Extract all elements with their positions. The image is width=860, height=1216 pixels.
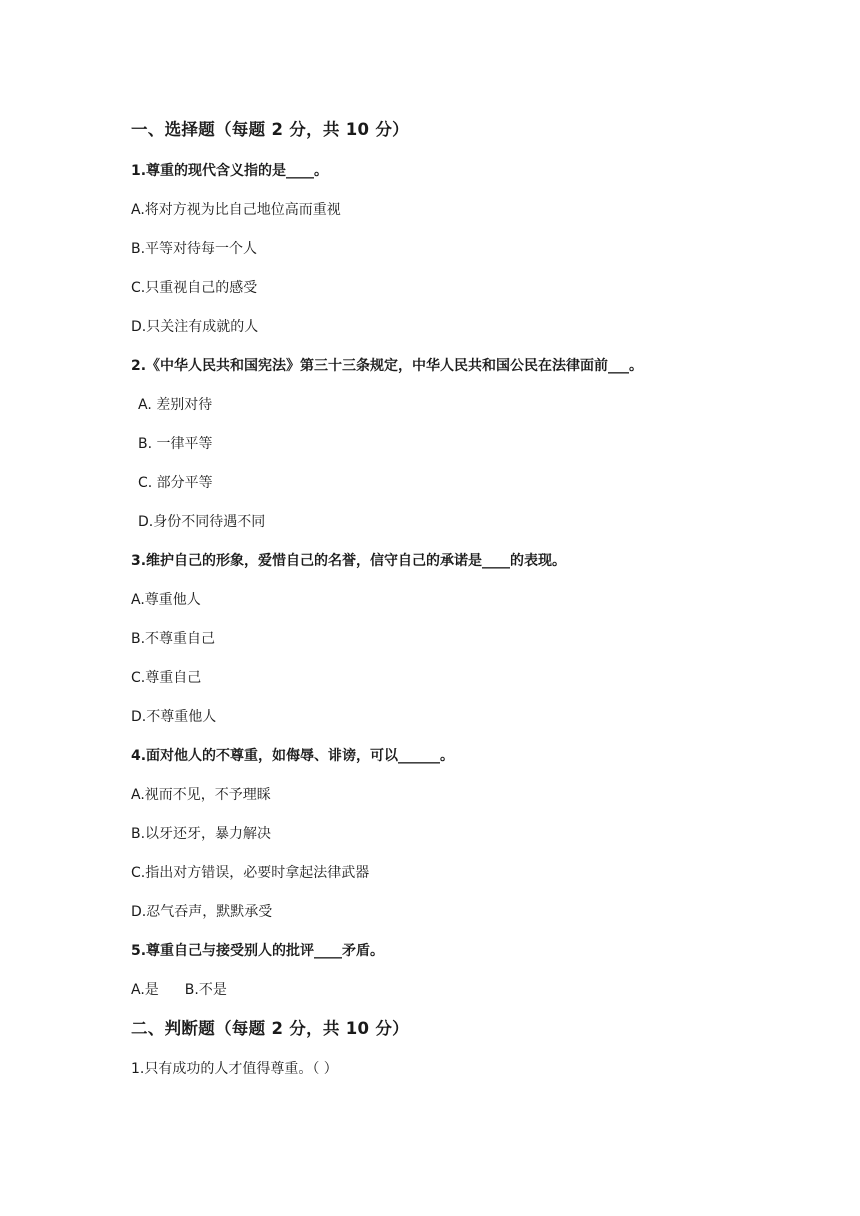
question-4-option-c: C.指出对方错误，必要时拿起法律武器 [131,865,370,881]
question-1-option-a: A.将对方视为比自己地位高而重视 [131,202,341,218]
question-3-option-b: B.不尊重自己 [131,631,216,647]
question-2-option-a: A. 差别对待 [138,397,213,413]
question-1-option-d: D.只关注有成就的人 [131,319,259,335]
section-title-multiple-choice: 一、选择题（每题 2 分，共 10 分） [131,120,409,139]
question-1-stem: 1.尊重的现代含义指的是____。 [131,163,329,179]
section-title-true-false: 二、判断题（每题 2 分，共 10 分） [131,1019,409,1038]
question-5-options [131,983,227,997]
question-1-option-c: C.只重视自己的感受 [131,280,258,296]
question-3-stem: 3.维护自己的形象，爱惜自己的名誉，信守自己的承诺是____的表现。 [131,553,567,569]
question-5-option-b: B.不是 [184,982,227,998]
question-5-option-a: A.是 [131,982,159,998]
question-4-option-b: B.以牙还牙，暴力解决 [131,826,272,842]
question-4-option-a: A.视而不见，不予理睬 [131,787,271,803]
question-3-option-a: A.尊重他人 [131,592,201,608]
question-2-stem: 2.《中华人民共和国宪法》第三十三条规定，中华人民共和国公民在法律面前___。 [131,358,644,374]
question-3-option-d: D.不尊重他人 [131,709,217,725]
question-4-option-d: D.忍气吞声，默默承受 [131,904,273,920]
question-4-stem: 4.面对他人的不尊重，如侮辱、诽谤，可以______。 [131,748,455,764]
question-1-option-b: B.平等对待每一个人 [131,241,258,257]
question-2-option-c: C. 部分平等 [138,475,213,491]
question-5-stem: 5.尊重自己与接受别人的批评____矛盾。 [131,943,385,959]
tf-question-1-stem: 1.只有成功的人才值得尊重。（ ） [131,1061,338,1077]
question-2-option-d: D.身份不同待遇不同 [138,514,266,530]
question-2-option-b: B. 一律平等 [138,436,213,452]
question-3-option-c: C.尊重自己 [131,670,202,686]
